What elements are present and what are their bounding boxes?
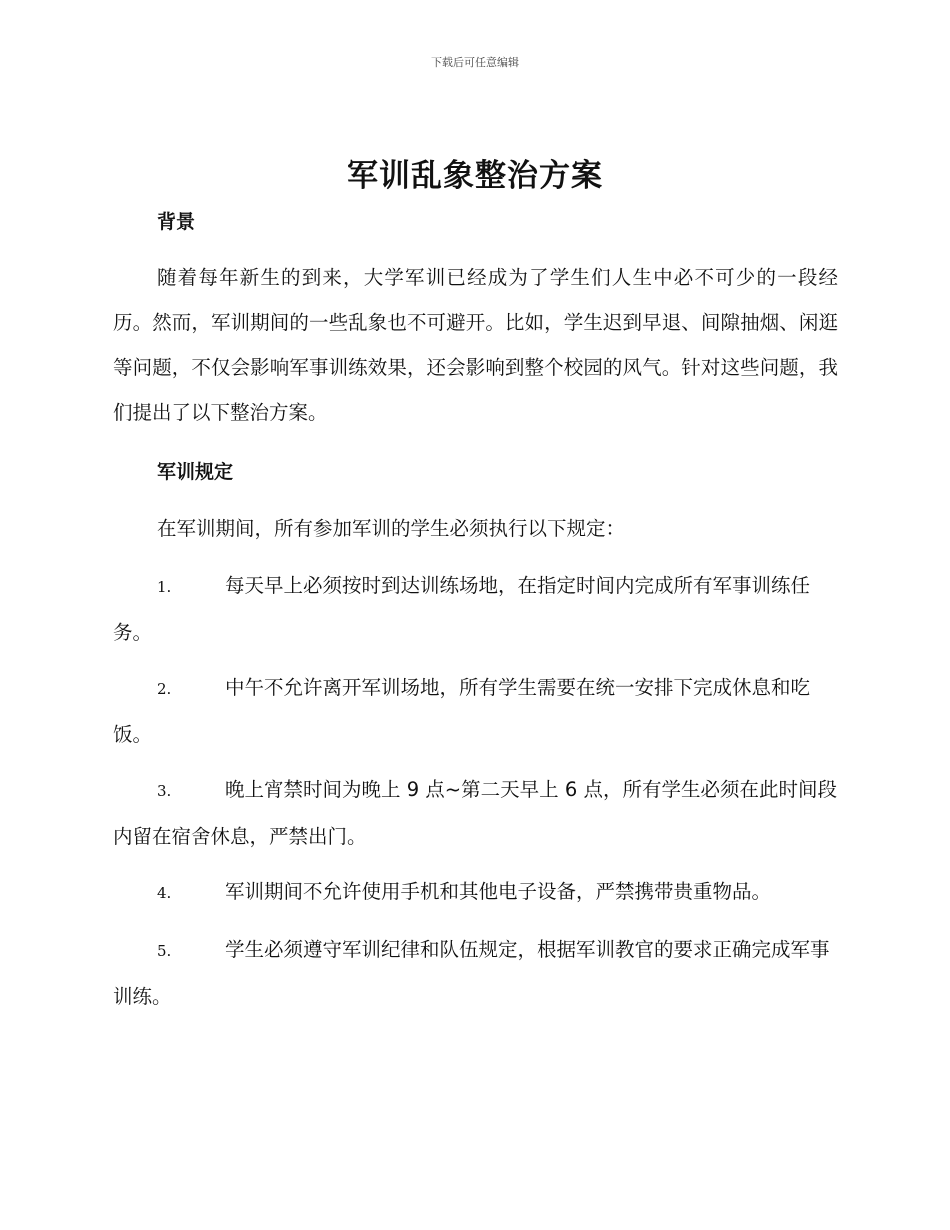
list-item — [113, 665, 838, 757]
list-item — [113, 927, 838, 1019]
list-item — [113, 563, 838, 655]
list-item-number: 4. — [157, 884, 172, 902]
list-item-text: 晚上宵禁时间为晚上 9 点~第二天早上 6 点，所有学生必须在此时间段内留在宿舍休息，严禁出门。 — [113, 778, 837, 848]
background-paragraph: 随着每年新生的到来，大学军训已经成为了学生们人生中必不可少的一段经历。然而，军训期间的一些乱象也不可避开。比如，学生迟到早退、间隙抽烟、闲逛等问题，不仅会影响军事训练效果，还会影响到整个校园的风气。针对这些问题，我们提出了以下整治方案。 — [113, 266, 838, 424]
document-title: 军训乱象整治方案 — [347, 158, 603, 194]
list-item-number: 3. — [157, 782, 172, 800]
rules-intro: 在军训期间，所有参加军训的学生必须执行以下规定： — [157, 517, 626, 540]
list-item-number: 5. — [157, 942, 172, 960]
rules-intro-block — [113, 506, 838, 551]
header-note: 下载后可任意编辑 — [431, 56, 519, 69]
list-item-text: 中午不允许离开军训场地，所有学生需要在统一安排下完成休息和吃饭。 — [113, 676, 811, 746]
section-heading-background: 背景 — [157, 211, 196, 233]
list-item — [113, 767, 838, 859]
list-item-text: 每天早上必须按时到达训练场地，在指定时间内完成所有军事训练任务。 — [113, 574, 811, 644]
list-item — [113, 869, 838, 916]
background-paragraph-block — [113, 255, 838, 435]
section-heading-rules: 军训规定 — [157, 461, 234, 483]
list-item-number: 2. — [157, 680, 172, 698]
list-item-text: 军训期间不允许使用手机和其他电子设备，严禁携带贵重物品。 — [225, 880, 772, 903]
list-item-number: 1. — [157, 578, 172, 596]
list-item-text: 学生必须遵守军训纪律和队伍规定，根据军训教官的要求正确完成军事训练。 — [113, 938, 830, 1008]
